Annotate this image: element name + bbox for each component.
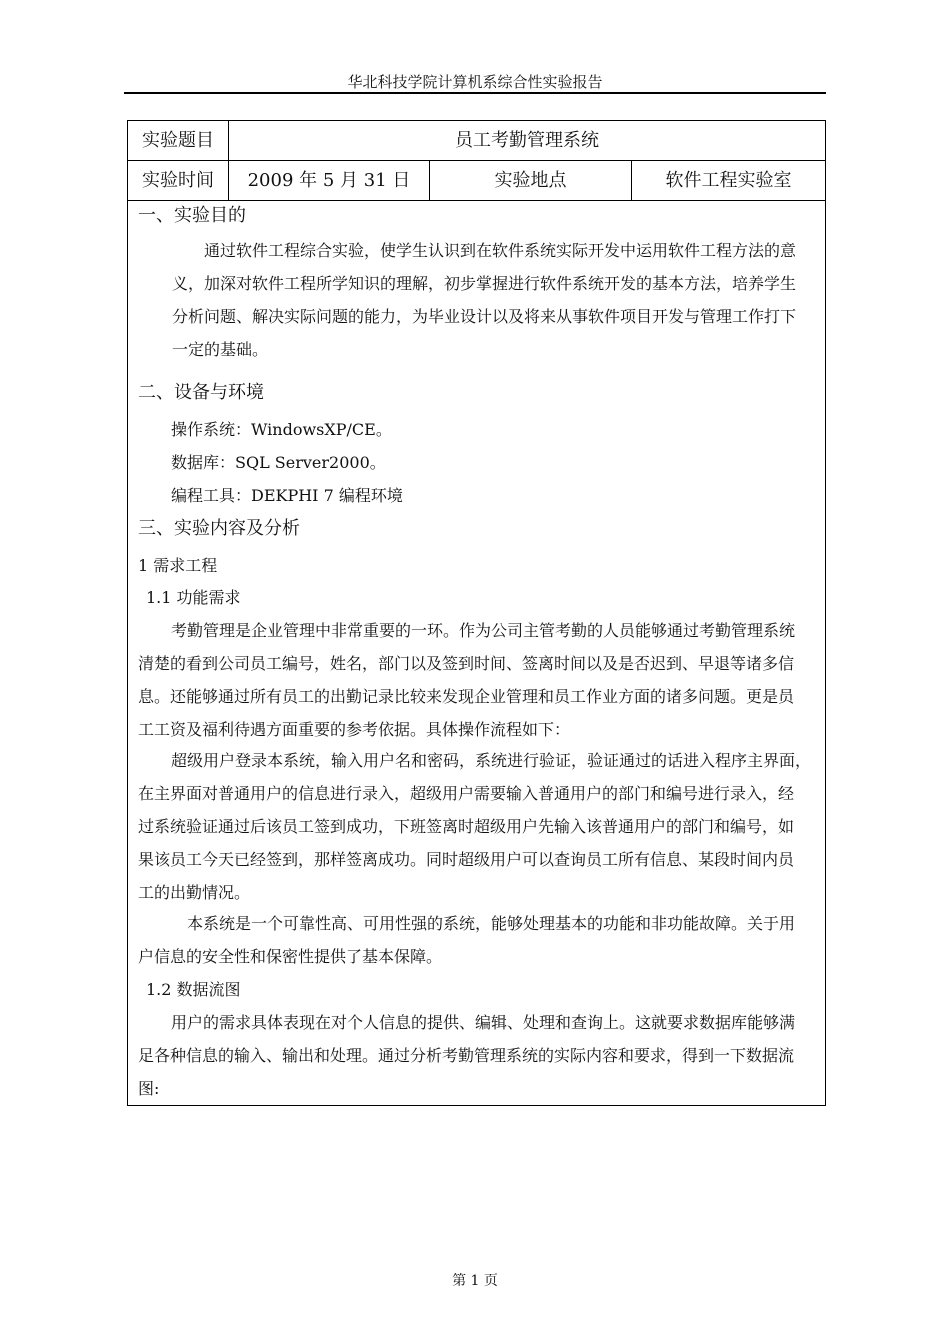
- section-2-heading: 二、设备与环境: [138, 382, 264, 403]
- s1-line-4: 一定的基础。: [172, 340, 269, 359]
- document-header: 华北科技学院计算机系综合性实验报告: [347, 73, 603, 91]
- p3-line-1: 本系统是一个可靠性高、可用性强的系统，能够处理基本的功能和非功能故障。关于用: [187, 914, 796, 933]
- page-number: 第 1 页: [452, 1273, 498, 1289]
- place-value: 软件工程实验室: [665, 170, 792, 191]
- s1-line-1: 通过软件工程综合实验，使学生认识到在软件系统实际开发中运用软件工程方法的意: [204, 241, 797, 260]
- topic-value: 员工考勤管理系统: [455, 130, 599, 151]
- p1-line-1: 考勤管理是企业管理中非常重要的一环。作为公司主管考勤的人员能够通过考勤管理系统: [171, 621, 796, 640]
- db-line: 数据库：SQL Server2000。: [171, 453, 386, 472]
- p2-line-3: 过系统验证通过后该员工签到成功，下班签离时超级用户先输入该普通用户的部门和编号，如: [138, 817, 795, 836]
- topic-label: 实验题目: [128, 121, 229, 160]
- section-1-heading: 一、实验目的: [138, 205, 246, 226]
- p2-line-1: 超级用户登录本系统，输入用户名和密码，系统进行验证，验证通过的话进入程序主界面，: [171, 751, 812, 770]
- p3-line-2: 户信息的安全性和保密性提供了基本保障。: [138, 947, 443, 966]
- topic-row: [128, 121, 825, 161]
- subsection-1-2: 1.2 数据流图: [146, 980, 241, 999]
- p4-line-2: 足各种信息的输入、输出和处理。通过分析考勤管理系统的实际内容和要求，得到一下数据流: [138, 1046, 795, 1065]
- tool-line: 编程工具：DEKPHI 7 编程环境: [171, 486, 403, 505]
- p2-line-5: 工的出勤情况。: [138, 883, 251, 902]
- place-label: 实验地点: [430, 161, 632, 200]
- time-place-row: [128, 161, 825, 201]
- report-table: [127, 120, 826, 1106]
- subsection-1: 1 需求工程: [138, 556, 218, 575]
- p4-line-1: 用户的需求具体表现在对个人信息的提供、编辑、处理和查询上。这就要求数据库能够满: [171, 1013, 796, 1032]
- p2-line-4: 果该员工今天已经签到，那样签离成功。同时超级用户可以查询员工所有信息、某段时间内员: [138, 850, 795, 869]
- s1-line-3: 分析问题、解决实际问题的能力，为毕业设计以及将来从事软件项目开发与管理工作打下: [172, 307, 797, 326]
- os-line: 操作系统：WindowsXP/CE。: [171, 420, 392, 439]
- header-rule: [124, 92, 826, 94]
- time-value: 2009 年 5 月 31 日: [229, 161, 430, 200]
- s1-line-2: 义，加深对软件工程所学知识的理解，初步掌握进行软件系统开发的基本方法，培养学生: [172, 274, 797, 293]
- p4-line-3: 图:: [138, 1079, 160, 1098]
- p2-line-2: 在主界面对普通用户的信息进行录入，超级用户需要输入普通用户的部门和编号进行录入，经: [138, 784, 795, 803]
- p1-line-2: 清楚的看到公司员工编号，姓名，部门以及签到时间、签离时间以及是否迟到、早退等诸多信: [138, 654, 795, 673]
- subsection-1-1: 1.1 功能需求: [146, 588, 241, 607]
- section-3-heading: 三、实验内容及分析: [138, 518, 300, 539]
- time-label: 实验时间: [128, 161, 229, 200]
- p1-line-3: 息。还能够通过所有员工的出勤记录比较来发现企业管理和员工作业方面的诸多问题。更是员: [138, 687, 795, 706]
- p1-line-4: 工工资及福利待遇方面重要的参考依据。具体操作流程如下：: [138, 720, 571, 739]
